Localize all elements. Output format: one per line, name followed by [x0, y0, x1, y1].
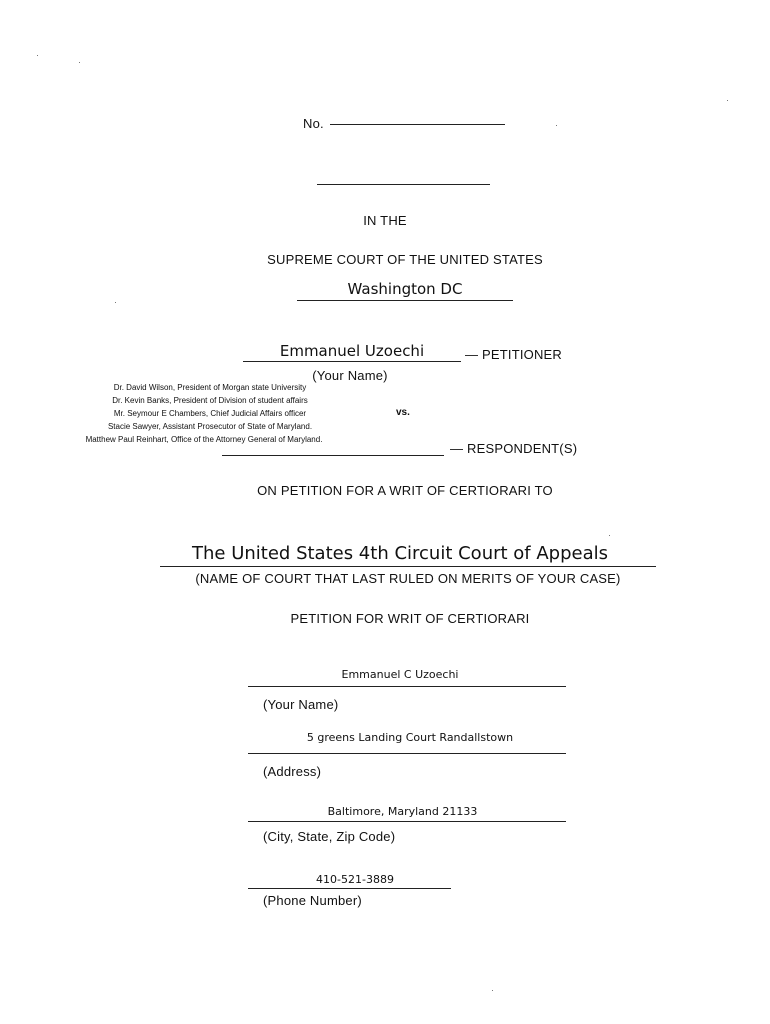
respondent-line: Dr. Kevin Banks, President of Division of student affairs [112, 396, 308, 405]
separator-line [317, 184, 490, 185]
court-name: SUPREME COURT OF THE UNITED STATES [267, 252, 543, 267]
scan-speck [115, 302, 116, 303]
lower-court-name: The United States 4th Circuit Court of Appeals [192, 543, 608, 564]
contact-address-label: (Address) [263, 764, 322, 779]
scan-speck [37, 55, 38, 56]
court-location: Washington DC [347, 280, 463, 298]
petition-title: PETITION FOR WRIT OF CERTIORARI [290, 611, 530, 626]
contact-phone-label: (Phone Number) [263, 893, 362, 908]
contact-name-line [248, 686, 566, 687]
petitioner-your-name-label: (Your Name) [312, 368, 388, 383]
petitioner-name-line [243, 361, 461, 362]
contact-address-value: 5 greens Landing Court Randallstown [306, 731, 514, 744]
respondent-line: Matthew Paul Reinhart, Office of the Attorney General of Maryland. [85, 435, 323, 444]
scan-speck [79, 62, 80, 63]
docket-number-label: No. [303, 116, 324, 131]
contact-phone-line [248, 888, 451, 889]
respondents-line [222, 455, 444, 456]
respondent-line: Dr. David Wilson, President of Morgan state University [113, 383, 307, 392]
respondent-line: Mr. Seymour E Chambers, Chief Judicial Affairs officer [113, 409, 307, 418]
contact-name-label: (Your Name) [263, 697, 339, 712]
petitioner-role: — PETITIONER [465, 347, 563, 362]
scan-speck [609, 535, 610, 536]
respondent-line: Stacie Sawyer, Assistant Prosecutor of State of Maryland. [107, 422, 313, 431]
petitioner-name: Emmanuel Uzoechi [279, 342, 425, 360]
petition-to-text: ON PETITION FOR A WRIT OF CERTIORARI TO [257, 483, 553, 498]
contact-address-line [248, 753, 566, 754]
versus-text: vs. [396, 407, 410, 418]
lower-court-line [160, 566, 656, 567]
contact-city-label: (City, State, Zip Code) [263, 829, 396, 844]
respondents-role: — RESPONDENT(S) [450, 441, 578, 456]
contact-city-value: Baltimore, Maryland 21133 [327, 805, 478, 818]
court-location-line [297, 300, 513, 301]
contact-name-value: Emmanuel C Uzoechi [341, 668, 459, 681]
in-the-text: IN THE [363, 213, 407, 228]
contact-phone-value: 410-521-3889 [316, 873, 394, 886]
scan-speck [492, 990, 493, 991]
scan-speck [556, 125, 557, 126]
docket-number-line [330, 124, 505, 125]
respondents-list [45, 383, 375, 445]
scan-speck [727, 100, 728, 101]
lower-court-caption: (NAME OF COURT THAT LAST RULED ON MERITS OF YOUR CASE) [195, 571, 621, 586]
contact-city-line [248, 821, 566, 822]
